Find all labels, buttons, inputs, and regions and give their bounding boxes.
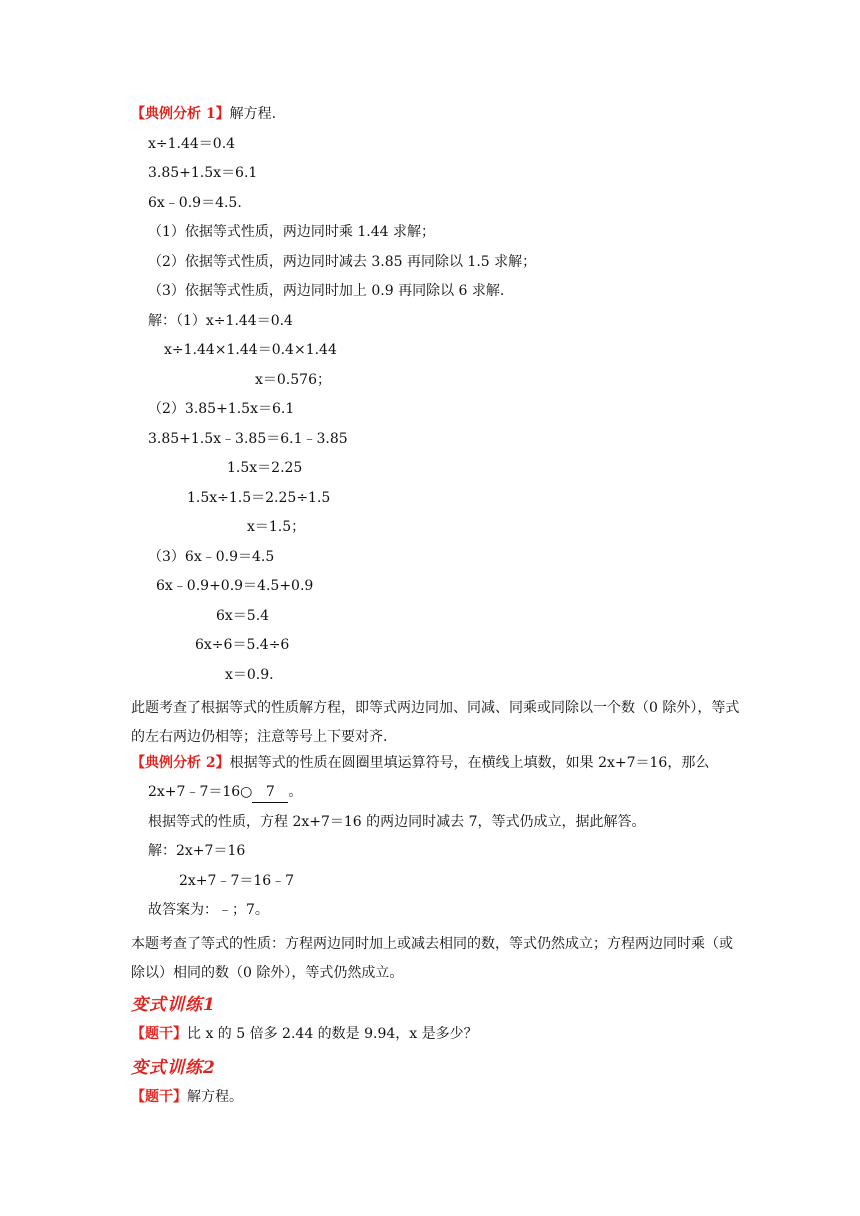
example-2-analysis: 根据等式的性质，方程 2x+7＝16 的两边同时减去 7，等式仍成立，据此解答。 <box>148 814 646 830</box>
example-2-solution-line-1: 解：2x+7＝16 <box>148 843 246 859</box>
solution-2-line-e: x＝1.5； <box>247 519 306 535</box>
example-2-question: 根据等式的性质在圆圈里填运算符号，在横线上填数，如果 2x+7＝16，那么 <box>229 755 710 771</box>
solution-1-line-a: （1）x÷1.44＝0.4 <box>176 313 293 329</box>
example-2-equation: 2x+7﹣7＝16○ <box>148 784 253 800</box>
solution-3-line-c: 6x＝5.4 <box>216 608 270 624</box>
variant-training-1-text: 比 x 的 5 倍多 2.44 的数是 9.94，x 是多少？ <box>187 1026 478 1042</box>
solution-3-line-e: x＝0.9. <box>225 667 274 683</box>
variant-training-1-question <box>131 1024 478 1044</box>
solution-2-line-b: 3.85+1.5x﹣3.85＝6.1﹣3.85 <box>148 431 348 447</box>
example-1-tag: 【典例分析 1】 <box>131 106 230 122</box>
question-stem-tag: 【题干】 <box>131 1026 187 1042</box>
solution-2-line-d: 1.5x÷1.5＝2.25÷1.5 <box>187 490 331 506</box>
answer-blank: 7 <box>252 782 288 803</box>
question-stem-tag: 【题干】 <box>131 1089 187 1105</box>
example-2-tag: 【典例分析 2】 <box>131 755 230 771</box>
example-2-summary: 本题考查了等式的性质：方程两边同时加上或减去相同的数，等式仍然成立；方程两边同时乘（或除以）相同的数（0 除外），等式仍然成立。 <box>131 936 733 981</box>
solution-3-line-b: 6x﹣0.9+0.9＝4.5+0.9 <box>156 578 314 594</box>
example-1-heading <box>131 104 276 124</box>
variant-training-2-title: 变式训练2 <box>131 1058 216 1078</box>
variant-training-2-text: 解方程。 <box>187 1089 243 1105</box>
example-2-question-end: 。 <box>288 784 303 800</box>
solution-1-start <box>148 311 293 331</box>
example-1-question: 解方程. <box>229 106 277 122</box>
hint-2: （2）依据等式性质，两边同时减去 3.85 再同除以 1.5 求解； <box>148 254 537 270</box>
example-2-answer: 故答案为：﹣；7。 <box>148 902 269 918</box>
solution-3-line-d: 6x÷6＝5.4÷6 <box>195 637 290 653</box>
example-1-summary: 此题考查了根据等式的性质解方程，即等式两边同加、同减、同乘或同除以一个数（0 除外），等式的左右两边仍相等；注意等号上下要对齐. <box>131 700 740 745</box>
variant-training-2-question <box>131 1087 243 1107</box>
equation-3: 6x﹣0.9＝4.5. <box>148 195 242 211</box>
hint-1: （1）依据等式性质，两边同时乘 1.44 求解； <box>148 224 435 240</box>
solution-1-line-c: x＝0.576； <box>255 372 331 388</box>
solution-3-line-a: （3）6x﹣0.9＝4.5 <box>148 549 275 565</box>
example-2-solution-line-2: 2x+7﹣7＝16﹣7 <box>179 873 295 889</box>
example-2-heading <box>131 753 709 773</box>
variant-training-1-title: 变式训练1 <box>131 995 216 1015</box>
solution-2-line-c: 1.5x＝2.25 <box>227 460 303 476</box>
solution-label: 解： <box>148 313 176 329</box>
equation-1: x÷1.44＝0.4 <box>148 136 236 152</box>
hint-3: （3）依据等式性质，两边同时加上 0.9 再同除以 6 求解. <box>148 283 505 299</box>
equation-2: 3.85+1.5x＝6.1 <box>148 165 258 181</box>
solution-2-line-a: （2）3.85+1.5x＝6.1 <box>148 401 295 417</box>
solution-1-line-b: x÷1.44×1.44＝0.4×1.44 <box>164 342 337 358</box>
example-2-question-line-2 <box>148 782 302 803</box>
